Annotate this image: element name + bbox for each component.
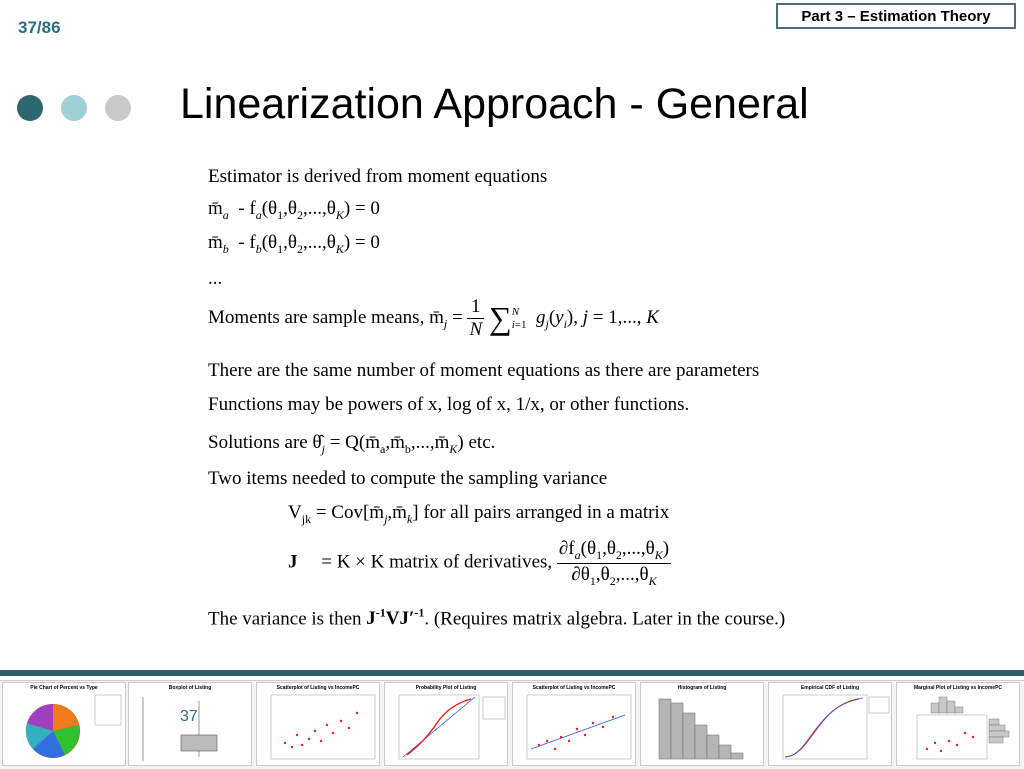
part-label: Part 3 – Estimation Theory — [776, 3, 1016, 29]
thumbnail-title: Scatterplot of Listing vs IncomePC — [276, 685, 360, 691]
slide-number-overlay: 37 — [180, 708, 198, 725]
variance-tail: . (Requires matrix algebra. Later in the course.) — [424, 608, 786, 630]
body-line-two-items: Two items needed to compute the sampling variance — [208, 468, 608, 489]
decorative-dot-dark — [17, 95, 43, 121]
thumbnail-probability-plot[interactable] — [384, 682, 508, 766]
pie-chart-icon — [3, 683, 126, 766]
decorative-dot-gray — [105, 95, 131, 121]
thumbnail-pie-chart[interactable] — [2, 682, 126, 766]
probability-plot-icon — [385, 683, 508, 766]
solutions-line: Solutions are $\thetâ_j$ = $Q(m̄_a,m̄_b,...,m̄_K)$ etc. — [208, 432, 496, 456]
body-line-estimator: Estimator is derived from moment equations — [208, 166, 548, 187]
footer-rule — [0, 670, 1024, 676]
decorative-dot-light — [61, 95, 87, 121]
thumbnail-title: Empirical CDF of Listing — [800, 685, 860, 691]
jacobian-text: = K × K matrix of derivatives, — [321, 551, 553, 573]
thumbnail-title: Scatterplot of Listing vs IncomePC — [532, 685, 616, 691]
marginal-plot-icon — [897, 683, 1020, 766]
thumbnail-title: Marginal Plot of Listing vs IncomePC — [913, 685, 1003, 691]
scatter-icon — [513, 683, 636, 766]
derivative-fraction: $\frac{\partial f_a(\theta_1,\theta_2,...,\theta_K)}{\partial\theta_1,\theta_2,...,\theta_K}$ — [558, 538, 670, 588]
thumbnail-histogram[interactable] — [640, 682, 764, 766]
solutions-tail: etc. — [468, 432, 496, 453]
variance-start: The variance is then — [208, 608, 362, 630]
slide-title: Linearization Approach - General — [180, 80, 809, 128]
thumbnail-title: Probability Plot of Listing — [415, 685, 477, 691]
jacobian-symbol: J — [288, 551, 298, 573]
jacobian-definition-line — [288, 538, 671, 589]
scatter-icon — [257, 683, 380, 766]
moment-equation-b: $m̄_b - f_b(\theta_1,\theta_2,...,\theta_K) = 0$ — [208, 232, 380, 256]
one-over-n-fraction: $\frac{1}{N}$ — [469, 296, 483, 340]
page-number: 37/86 — [18, 18, 61, 37]
cdf-icon — [769, 683, 892, 766]
thumbnail-marginal-plot[interactable] — [896, 682, 1020, 766]
thumbnail-title: Boxplot of Listing — [168, 685, 212, 691]
thumbnail-title: Pie Chart of Percent vs Type — [30, 685, 98, 691]
thumbnail-empirical-cdf[interactable] — [768, 682, 892, 766]
thumbnail-scatter[interactable] — [256, 682, 380, 766]
vjk-definition-line: $V_{jk}$ = $Cov[m̄_j,m̄_k]$ for all pairs arranged in a matrix — [288, 502, 670, 526]
moment-equation-a: $m̄_a - f_a(\theta_1,\theta_2,...,\theta_K) = 0$ — [208, 198, 380, 222]
thumbnail-title: Histogram of Listing — [677, 685, 727, 691]
histogram-icon — [641, 683, 764, 766]
sample-means-label: Moments are sample means, — [208, 306, 425, 328]
sample-means-line: Moments are sample means, $m̄_j$ = $\frac{1}{N}$ ∑N i=1 $g_j(y_i)$, j = 1,..., K — [208, 296, 659, 340]
thumbnail-scatter-fit[interactable] — [512, 682, 636, 766]
body-line-same-number: There are the same number of moment equations as there are parameters — [208, 360, 760, 381]
vjk-tail: for all pairs arranged in a matrix — [423, 502, 670, 523]
ellipsis-line: ... — [208, 268, 223, 289]
solutions-label: Solutions are — [208, 432, 308, 453]
variance-line: The variance is then $J^{-1}VJ'^{-1}$. (Requires matrix algebra. Later in the course.) — [208, 606, 786, 630]
body-line-functions: Functions may be powers of x, log of x, 1/x, or other functions. — [208, 394, 690, 415]
